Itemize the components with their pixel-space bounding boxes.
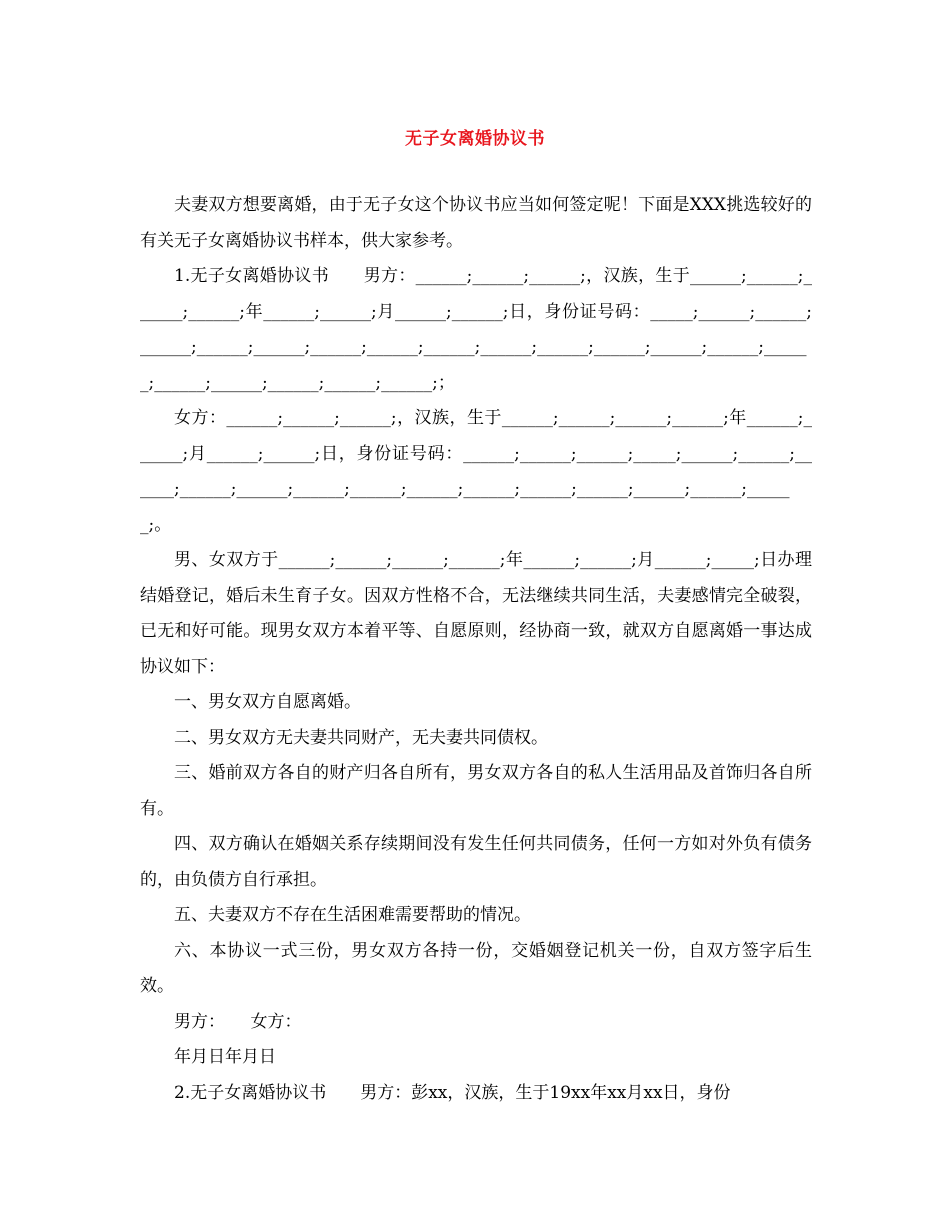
paragraph-wife-info: 女方：______;______;______;，汉族，生于______;______;______;______;年______;______;月______;______;日，身份证号码：______;______;______;_____;______;______;______;______;______;______;______;______;______;______;______;______;______;______;。 [140,408,812,535]
clause-3: 三、婚前双方各自的财产归各自所有，男女双方各自的私人生活用品及首饰归各自所有。 [140,763,812,819]
clause-4: 四、双方确认在婚姻关系存续期间没有发生任何共同债务，任何一方如对外负有债务的，由负债方自行承担。 [140,834,812,890]
clause-5: 五、夫妻双方不存在生活困难需要帮助的情况。 [174,905,531,925]
clause-2: 二、男女双方无夫妻共同财产，无夫妻共同债权。 [174,727,548,748]
paragraph-husband-info: 1.无子女离婚协议书 男方：______;______;______;，汉族，生于______;______;______;______;年______;______;月______;______;日，身份证号码：_____;______;______;______;______;______;______;______;______;______;______;______;______;______;______;______;______;______;______;______;； [140,266,812,393]
paragraph-intro: 夫妻双方想要离婚，由于无子女这个协议书应当如何签定呢！下面是XXX挑选较好的有关无子女离婚协议书样本，供大家参考。 [140,195,812,251]
date-line: 年月日年月日 [174,1047,276,1067]
paragraph-marriage-statement: 男、女双方于______;______;______;______;年______;______;月______;_____;日办理结婚登记，婚后未生育子女。因双方性格不合，无法继续共同生活，夫妻感情完全破裂，已无和好可能。现男女双方本着平等、自愿原则，经协商一致，就双方自愿离婚一事达成协议如下： [140,550,812,677]
clause-6: 六、本协议一式三份，男女双方各持一份，交婚姻登记机关一份，自双方签字后生效。 [140,940,812,996]
clause-1: 一、男女双方自愿离婚。 [174,692,361,712]
document-body [140,188,812,1111]
document-title: 无子女离婚协议书 [405,129,545,149]
signature-line: 男方： 女方： [174,1011,302,1032]
paragraph-sample-2-start: 2.无子女离婚协议书 男方：彭xx，汉族，生于19xx年xx月xx日，身份 [174,1082,731,1103]
